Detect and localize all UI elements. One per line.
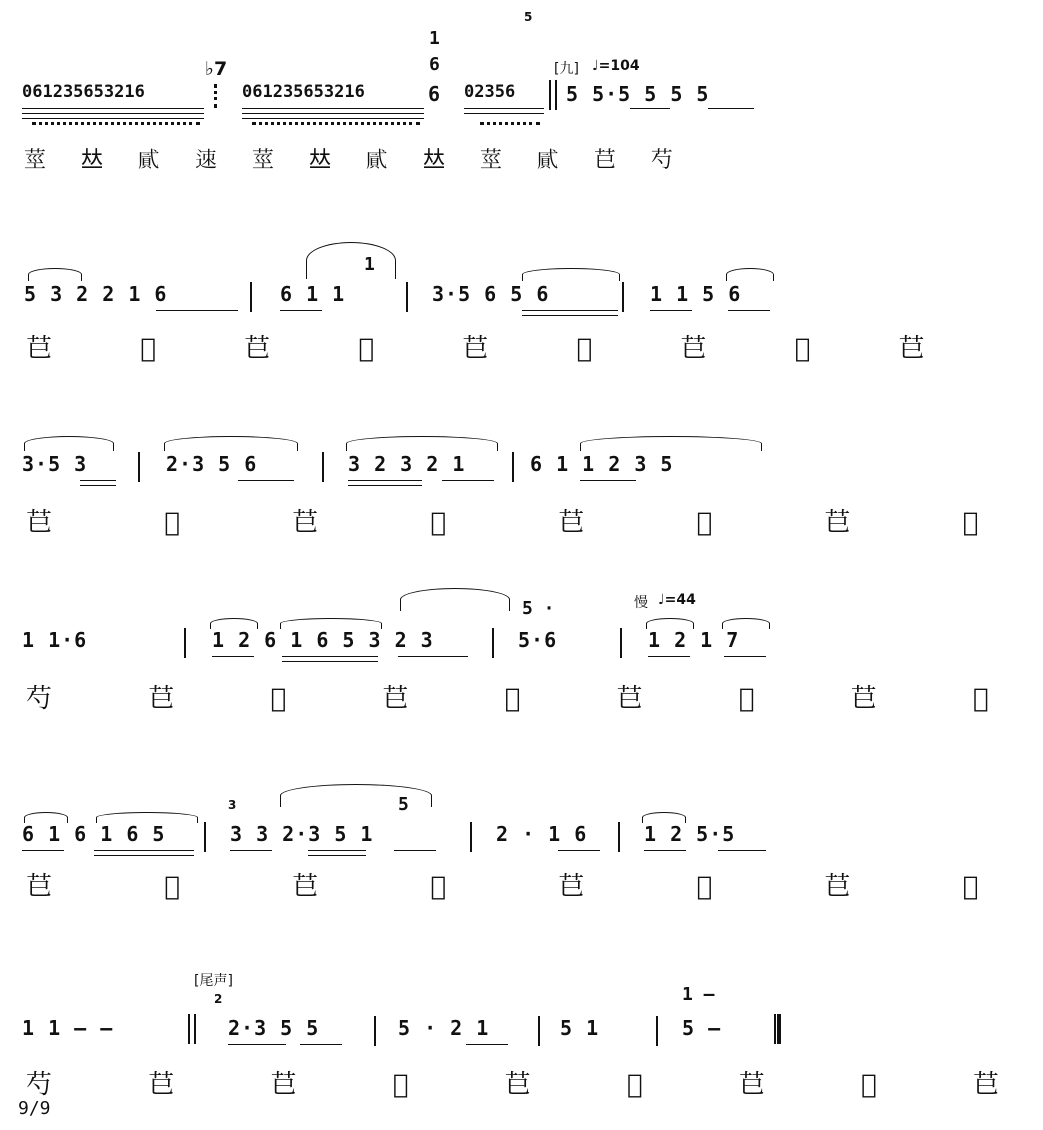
- measure-3: 3 2 3 2 1: [348, 452, 466, 476]
- barline: [250, 282, 252, 312]
- measure-2: 1 2 6 1 6 5 3 2 3: [212, 628, 434, 652]
- slur: [28, 268, 82, 281]
- measure-3: 2 · 1 6: [496, 822, 588, 846]
- measure-1: 1 1·6: [22, 628, 88, 652]
- barline: [622, 282, 624, 312]
- tablature-row: 𦬊 𦫵 𦬊 𦭕 𦬊 𦭕 𦬊 𦭕: [26, 872, 1031, 902]
- tempo-mark: ♩=104: [592, 58, 640, 74]
- repeat-dots: [214, 84, 220, 108]
- final-barline: [774, 1014, 781, 1044]
- stack-note-low: 6: [428, 82, 442, 106]
- measure-2: 6 1 1: [280, 282, 346, 306]
- slur: [280, 784, 432, 807]
- measure-4: 1 2 5·5: [644, 822, 736, 846]
- stack-note-mid: 6: [429, 54, 440, 75]
- stacked-note: 5: [398, 794, 409, 815]
- notation-seg-2: 061235653216: [242, 82, 365, 102]
- slur: [24, 436, 114, 451]
- stack-note-top: 1: [429, 28, 440, 49]
- tablature-row: 芍 𦬊 𦬊 𦭕 𦬊 𦭕 𦬊 𦭕 𦬊: [26, 1070, 1043, 1100]
- octave-note: 1: [364, 254, 375, 275]
- barline: [512, 452, 514, 482]
- tablature-row: 𦬊 𦫵 𦬊 𦭕 𦬊 𦭕 𦬊 𦭕: [26, 508, 1031, 538]
- barline: [492, 628, 494, 658]
- slur: [580, 436, 762, 451]
- measure-5: 5 —: [682, 1016, 722, 1040]
- double-barline: [188, 1014, 196, 1044]
- measure-2: 3 3 2·3 5 1: [230, 822, 374, 846]
- barline: [538, 1016, 540, 1046]
- barline: [620, 628, 622, 658]
- tablature-row: 芍 𦬊 𦭕 𦬊 𦭕 𦬊 𦭕 𦬊 𦭕: [26, 684, 1033, 714]
- measure-3: 3·5 6 5 6: [432, 282, 550, 306]
- barline: [322, 452, 324, 482]
- slow-mark: 慢: [634, 595, 648, 611]
- measure-3: 5 · 2 1: [398, 1016, 490, 1040]
- barline: [656, 1016, 658, 1046]
- key-sign: ♭7: [205, 58, 228, 80]
- measure-1: 5 3 2 2 1 6: [24, 282, 168, 306]
- measure-4: 5 1: [560, 1016, 600, 1040]
- measure-4: 6 1 1 2 3 5: [530, 452, 674, 476]
- underline: [22, 108, 204, 114]
- notation-seg-1: 061235653216: [22, 82, 145, 102]
- slur: [164, 436, 298, 451]
- measure-1: 1 1 — —: [22, 1016, 114, 1040]
- measure-2: 2·3 5 6: [166, 452, 258, 476]
- page-number: 9/9: [18, 1098, 51, 1119]
- measure-4: 1 1 5 6: [650, 282, 742, 306]
- measure-4: 1 2 1 7: [648, 628, 740, 652]
- slur: [726, 268, 774, 281]
- notation-seg-4: 5 5·5 5 5 5: [566, 82, 710, 106]
- measure-1: 3·5 3: [22, 452, 88, 476]
- barline: [618, 822, 620, 852]
- grace-note: 3: [228, 798, 237, 812]
- slur: [346, 436, 498, 451]
- measure-3: 5·6: [518, 628, 558, 652]
- tempo-mark: ♩=44: [658, 592, 696, 608]
- double-barline: [549, 80, 557, 110]
- stacked-note: 1 —: [682, 984, 715, 1005]
- tablature-row: 莖 𠀤 𢎐 𨒪 莖 𠀤 𢎐 𠀤 莖 𢎐 𦬊 芍: [24, 148, 687, 173]
- grace-note: 2: [214, 992, 223, 1006]
- slur: [522, 268, 620, 281]
- measure-2: 2·3 5 5: [228, 1016, 320, 1040]
- slur: [306, 242, 396, 279]
- barline: [138, 452, 140, 482]
- barline: [204, 822, 206, 852]
- barline: [406, 282, 408, 312]
- notation-seg-3: 02356: [464, 82, 516, 102]
- barline: [470, 822, 472, 852]
- tablature-row: 𦬊 𦫵 𦬊 𦭕 𦬊 𦭕 𦬊 𦭕 𦬊: [26, 334, 965, 364]
- stacked-note: 5 ·: [522, 598, 555, 619]
- section-label: [九]: [554, 61, 579, 77]
- coda-label: [尾声]: [194, 973, 233, 989]
- measure-1: 6 1 6 1 6 5: [22, 822, 166, 846]
- slur: [400, 588, 510, 611]
- barline: [184, 628, 186, 658]
- grace-note: 5: [524, 10, 533, 24]
- barline: [374, 1016, 376, 1046]
